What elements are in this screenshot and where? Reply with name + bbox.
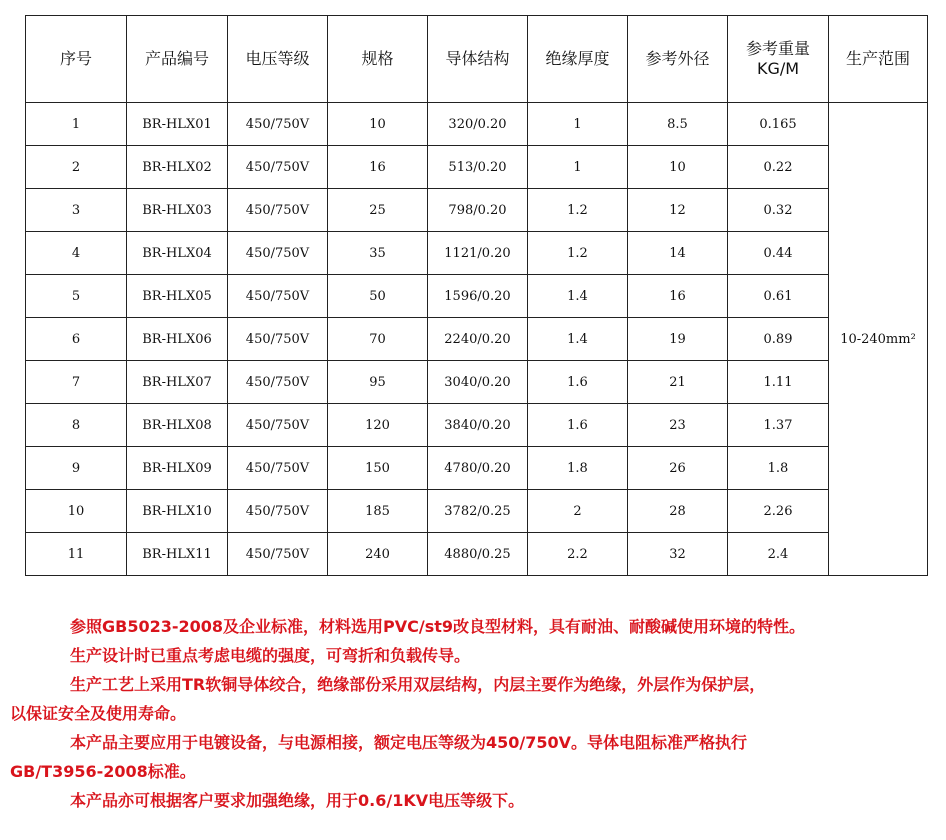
cell-product-code: BR-HLX02 <box>127 146 228 189</box>
cell-voltage: 450/750V <box>228 404 328 447</box>
cell-weight: 1.11 <box>728 361 829 404</box>
note-4b: GB/T3956-2008标准。 <box>10 762 196 781</box>
table-row <box>26 490 928 533</box>
cell-index: 4 <box>26 232 127 275</box>
cell-spec: 70 <box>328 318 428 361</box>
cell-spec: 120 <box>328 404 428 447</box>
cell-insulation: 1 <box>528 146 628 189</box>
cell-outer-diameter: 10 <box>628 146 728 189</box>
spec-table <box>25 15 928 576</box>
cell-conductor: 1596/0.20 <box>428 275 528 318</box>
cell-spec: 150 <box>328 447 428 490</box>
cell-index: 3 <box>26 189 127 232</box>
cell-weight: 2.26 <box>728 490 829 533</box>
cell-weight: 0.22 <box>728 146 829 189</box>
cell-outer-diameter: 32 <box>628 533 728 576</box>
cell-spec: 240 <box>328 533 428 576</box>
header-weight-label: 参考重量 <box>745 39 810 58</box>
cell-spec: 50 <box>328 275 428 318</box>
cell-index: 5 <box>26 275 127 318</box>
cell-product-code: BR-HLX11 <box>127 533 228 576</box>
cell-conductor: 3040/0.20 <box>428 361 528 404</box>
cell-voltage: 450/750V <box>228 318 328 361</box>
header-conductor: 导体结构 <box>428 16 528 103</box>
cell-index: 2 <box>26 146 127 189</box>
cell-spec: 16 <box>328 146 428 189</box>
header-range: 生产范围 <box>829 16 928 103</box>
cell-conductor: 1121/0.20 <box>428 232 528 275</box>
cell-weight: 0.32 <box>728 189 829 232</box>
cell-weight: 0.44 <box>728 232 829 275</box>
cell-outer-diameter: 28 <box>628 490 728 533</box>
cell-spec: 10 <box>328 103 428 146</box>
cell-insulation: 1.2 <box>528 189 628 232</box>
cell-outer-diameter: 16 <box>628 275 728 318</box>
cell-outer-diameter: 8.5 <box>628 103 728 146</box>
cell-insulation: 1.4 <box>528 275 628 318</box>
cell-weight: 0.89 <box>728 318 829 361</box>
cell-product-code: BR-HLX01 <box>127 103 228 146</box>
cell-outer-diameter: 23 <box>628 404 728 447</box>
table-row <box>26 189 928 232</box>
cell-index: 1 <box>26 103 127 146</box>
cell-weight: 1.8 <box>728 447 829 490</box>
cell-spec: 35 <box>328 232 428 275</box>
note-1: 参照GB5023-2008及企业标准，材料选用PVC/st9改良型材料，具有耐油、耐酸碱使用环境的特性。 <box>70 617 806 636</box>
cell-conductor: 4780/0.20 <box>428 447 528 490</box>
cell-index: 11 <box>26 533 127 576</box>
note-3b: 以保证安全及使用寿命。 <box>10 704 187 723</box>
cell-conductor: 320/0.20 <box>428 103 528 146</box>
cell-insulation: 2.2 <box>528 533 628 576</box>
cell-product-code: BR-HLX09 <box>127 447 228 490</box>
cell-insulation: 1.8 <box>528 447 628 490</box>
cell-voltage: 450/750V <box>228 146 328 189</box>
table-row <box>26 275 928 318</box>
header-weight <box>728 16 829 103</box>
notes <box>10 612 910 815</box>
note-5: 本产品亦可根据客户要求加强绝缘，用于0.6/1KV电压等级下。 <box>70 791 525 810</box>
cell-voltage: 450/750V <box>228 275 328 318</box>
cell-conductor: 3840/0.20 <box>428 404 528 447</box>
cell-voltage: 450/750V <box>228 447 328 490</box>
cell-voltage: 450/750V <box>228 189 328 232</box>
table-row <box>26 146 928 189</box>
table-row <box>26 533 928 576</box>
cell-spec: 95 <box>328 361 428 404</box>
cell-insulation: 2 <box>528 490 628 533</box>
header-insulation: 绝缘厚度 <box>528 16 628 103</box>
table-row <box>26 447 928 490</box>
cell-conductor: 2240/0.20 <box>428 318 528 361</box>
cell-insulation: 1 <box>528 103 628 146</box>
cell-outer-diameter: 21 <box>628 361 728 404</box>
header-weight-unit: KG/M <box>756 59 800 78</box>
cell-product-code: BR-HLX07 <box>127 361 228 404</box>
table-row <box>26 361 928 404</box>
cell-outer-diameter: 19 <box>628 318 728 361</box>
cell-weight: 0.165 <box>728 103 829 146</box>
cell-conductor: 798/0.20 <box>428 189 528 232</box>
cell-product-code: BR-HLX10 <box>127 490 228 533</box>
cell-weight: 2.4 <box>728 533 829 576</box>
cell-conductor: 4880/0.25 <box>428 533 528 576</box>
cell-outer-diameter: 26 <box>628 447 728 490</box>
note-4a: 本产品主要应用于电镀设备，与电源相接，额定电压等级为450/750V。导体电阻标准严格执行 <box>70 733 748 752</box>
table-row <box>26 404 928 447</box>
cell-voltage: 450/750V <box>228 361 328 404</box>
header-product-code: 产品编号 <box>127 16 228 103</box>
cell-insulation: 1.2 <box>528 232 628 275</box>
cell-index: 7 <box>26 361 127 404</box>
table-row <box>26 318 928 361</box>
cell-index: 8 <box>26 404 127 447</box>
cell-product-code: BR-HLX05 <box>127 275 228 318</box>
cell-voltage: 450/750V <box>228 490 328 533</box>
cell-insulation: 1.6 <box>528 404 628 447</box>
header-row <box>26 16 928 103</box>
note-3a: 生产工艺上采用TR软铜导体绞合，绝缘部份采用双层结构，内层主要作为绝缘，外层作为保护层， <box>70 675 766 694</box>
cell-insulation: 1.4 <box>528 318 628 361</box>
cell-product-code: BR-HLX03 <box>127 189 228 232</box>
cell-weight: 1.37 <box>728 404 829 447</box>
header-spec: 规格 <box>328 16 428 103</box>
cell-voltage: 450/750V <box>228 232 328 275</box>
cell-weight: 0.61 <box>728 275 829 318</box>
cell-conductor: 3782/0.25 <box>428 490 528 533</box>
cell-product-code: BR-HLX08 <box>127 404 228 447</box>
cell-index: 9 <box>26 447 127 490</box>
cell-index: 10 <box>26 490 127 533</box>
cell-spec: 25 <box>328 189 428 232</box>
cell-product-code: BR-HLX06 <box>127 318 228 361</box>
table-row <box>26 103 928 146</box>
cell-voltage: 450/750V <box>228 103 328 146</box>
cell-spec: 185 <box>328 490 428 533</box>
cell-insulation: 1.6 <box>528 361 628 404</box>
cell-conductor: 513/0.20 <box>428 146 528 189</box>
cell-outer-diameter: 12 <box>628 189 728 232</box>
cell-voltage: 450/750V <box>228 533 328 576</box>
header-outer-diameter: 参考外径 <box>628 16 728 103</box>
header-index: 序号 <box>26 16 127 103</box>
header-voltage: 电压等级 <box>228 16 328 103</box>
cell-production-range: 10-240mm² <box>829 103 928 576</box>
table-row <box>26 232 928 275</box>
cell-product-code: BR-HLX04 <box>127 232 228 275</box>
cell-index: 6 <box>26 318 127 361</box>
note-2: 生产设计时已重点考虑电缆的强度，可弯折和负载传导。 <box>70 646 471 665</box>
cell-outer-diameter: 14 <box>628 232 728 275</box>
table-body <box>26 103 928 576</box>
